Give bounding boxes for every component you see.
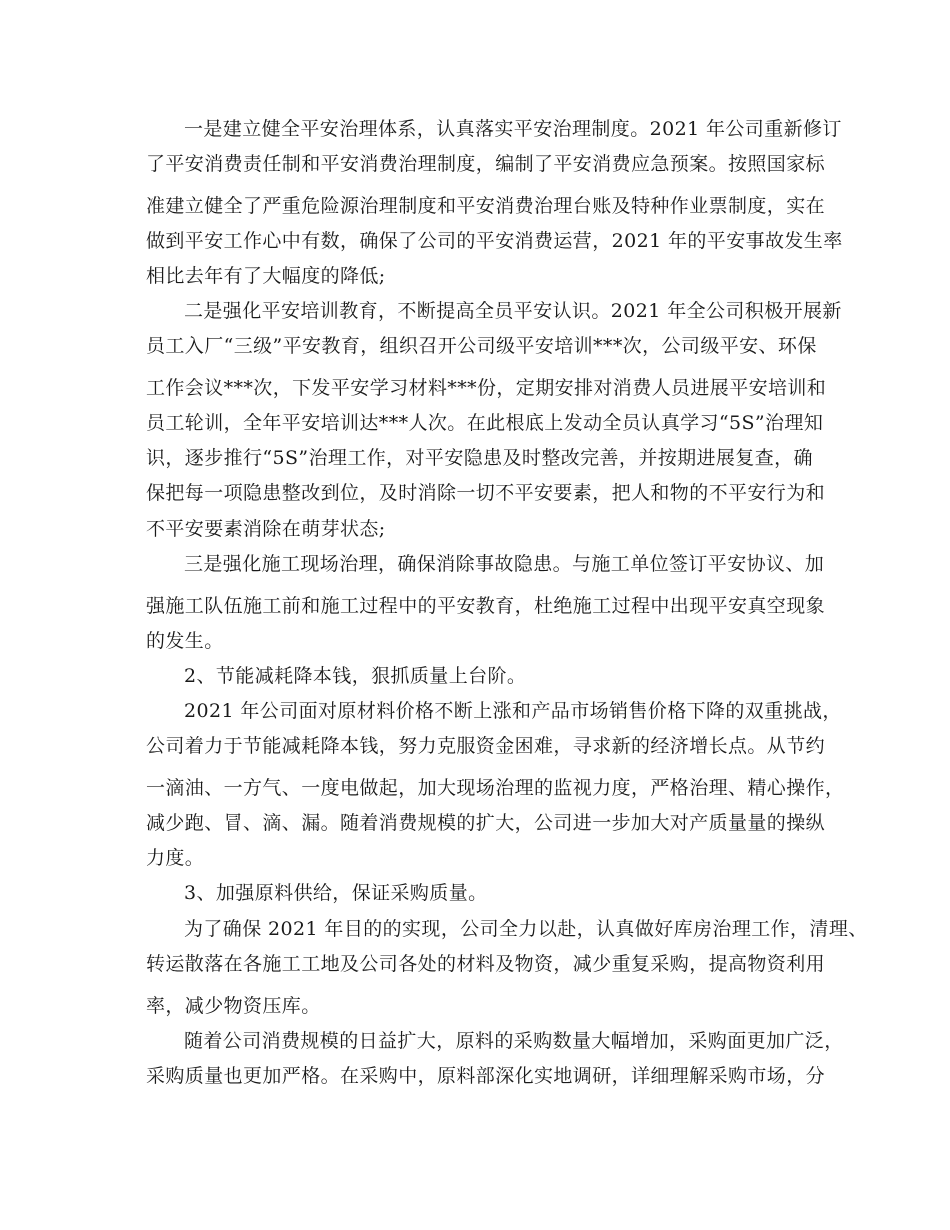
text-line: 保把每一项隐患整改到位，及时消除一切不平安要素，把人和物的不平安行为和 <box>146 482 826 504</box>
text-line: 相比去年有了大幅度的降低; <box>146 265 386 287</box>
text-line: 公司着力于节能减耗降本钱，努力克服资金困难，寻求新的经济增长点。从节约 <box>146 735 826 757</box>
text-line: 做到平安工作心中有数，确保了公司的平安消费运营，2021 年的平安事故发生率 <box>146 230 843 252</box>
text-line: 为了确保 2021 年目的的实现，公司全力以赴，认真做好库房治理工作，清理、 <box>184 918 868 940</box>
text-line: 一是建立健全平安治理体系，认真落实平安治理制度。2021 年公司重新修订 <box>184 118 842 140</box>
text-line: 三是强化施工现场治理，确保消除事故隐患。与施工单位签订平安协议、加 <box>184 553 825 575</box>
text-line: 员工入厂“三级”平安教育，组织召开公司级平安培训***次，公司级平安、环保 <box>146 335 817 357</box>
text-line: 力度。 <box>146 847 205 869</box>
text-line: 强施工队伍施工前和施工过程中的平安教育，杜绝施工过程中出现平安真空现象 <box>146 595 826 617</box>
text-line: 了平安消费责任制和平安消费治理制度，编制了平安消费应急预案。按照国家标 <box>146 153 826 175</box>
text-line: 采购质量也更加严格。在采购中，原料部深化实地调研，详细理解采购市场，分 <box>146 1065 826 1087</box>
text-line: 转运散落在各施工工地及公司各处的材料及物资，减少重复采购，提高物资利用 <box>146 953 826 975</box>
text-line: 的发生。 <box>146 630 224 652</box>
text-line: 减少跑、冒、滴、漏。随着消费规模的扩大，公司进一步加大对产质量量的操纵 <box>146 812 826 834</box>
text-line: 员工轮训，全年平安培训达***人次。在此根底上发动全员认真学习“5S”治理知 <box>146 412 824 434</box>
text-line: 二是强化平安培训教育，不断提高全员平安认识。2021 年全公司积极开展新 <box>184 300 842 322</box>
text-line: 一滴油、一方气、一度电做起，加大现场治理的监视力度，严格治理、精心操作， <box>146 777 845 799</box>
text-line: 2021 年公司面对原材料价格不断上涨和产品市场销售价格下降的双重挑战， <box>184 700 842 722</box>
text-line: 不平安要素消除在萌芽状态; <box>146 518 386 540</box>
text-line: 3、加强原料供给，保证采购质量。 <box>184 882 488 904</box>
text-line: 准建立健全了严重危险源治理制度和平安消费治理台账及特种作业票制度，实在 <box>146 195 826 217</box>
text-line: 2、节能减耗降本钱，狠抓质量上台阶。 <box>184 665 527 687</box>
text-line: 识，逐步推行“5S”治理工作，对平安隐患及时整改完善，并按期进展复查，确 <box>146 447 813 469</box>
text-line: 工作会议***次，下发平安学习材料***份，定期安排对消费人员进展平安培训和 <box>146 377 827 399</box>
text-line: 随着公司消费规模的日益扩大，原料的采购数量大幅增加，采购面更加广泛， <box>184 1030 844 1052</box>
text-line: 率，减少物资压库。 <box>146 995 321 1017</box>
